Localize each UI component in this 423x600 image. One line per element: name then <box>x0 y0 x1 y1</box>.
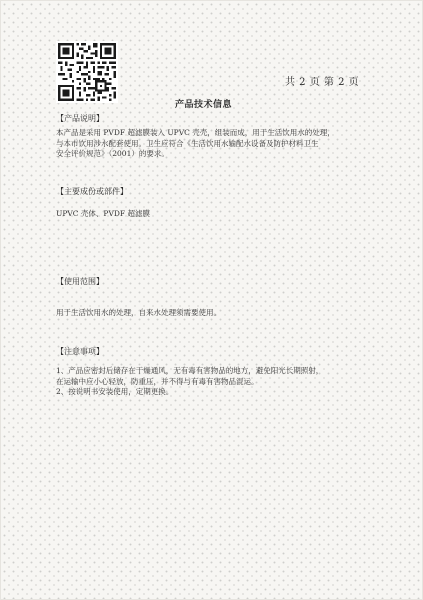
qr-code-icon <box>56 41 118 103</box>
notes-line-1: 1、产品应密封后储存在干燥通风，无有毒有害物品的地方，避免阳光长期照射， <box>56 366 324 375</box>
intro-paragraph <box>56 128 356 160</box>
scope-text: 用于生活饮用水的处理，自来水处理须需要使用。 <box>56 308 221 317</box>
document-title: 产品技术信息 <box>175 100 233 110</box>
section-heading-intro: 【产品说明】 <box>56 114 104 123</box>
section-heading-notes: 【注意事项】 <box>56 347 104 356</box>
section-heading-scope: 【使用范围】 <box>56 277 104 286</box>
qr-code-graphic <box>58 43 116 101</box>
page-count: 共 2 页 第 2 页 <box>285 77 360 88</box>
intro-line-3: 安全评价规范》（2001）的要求。 <box>56 149 169 158</box>
notes-line-2: 在运输中应小心轻放，防重压，并不得与有毒有害物品混运。 <box>56 376 259 386</box>
materials-text: UPVC 壳体、PVDF 超滤膜 <box>56 209 150 218</box>
section-heading-materials: 【主要成份或部件】 <box>56 187 128 196</box>
notes-line-3: 2、按说明书安装使用，定期更换。 <box>56 387 174 396</box>
notes-paragraph <box>56 366 356 398</box>
intro-line-1: 本产品是采用 PVDF 超滤膜装入 UPVC 壳壳，组装而成，用于生活饮用水的处理， <box>56 128 335 137</box>
intro-line-2: 与本市饮用涉水配套使用。卫生应符合《生活饮用水输配水设备及防护材料卫生 <box>56 138 319 148</box>
